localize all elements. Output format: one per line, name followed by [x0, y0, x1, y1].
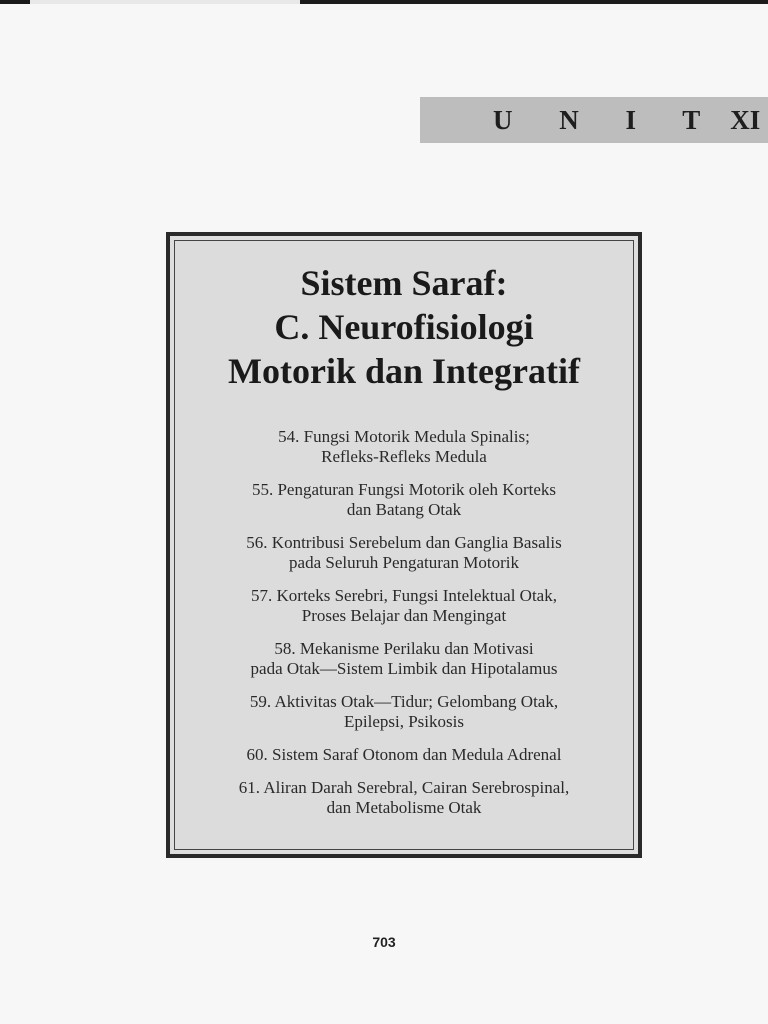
chapter-entry-line: 57. Korteks Serebri, Fungsi Intelektual Otak,: [251, 586, 557, 605]
chapter-entry-line: Epilepsi, Psikosis: [344, 712, 464, 731]
table-of-contents-inner-border: [174, 240, 634, 850]
chapter-entry-line: dan Batang Otak: [346, 500, 462, 519]
chapter-entry-57: [175, 586, 633, 626]
unit-label: U N I T: [493, 104, 721, 135]
chapter-entry-line: pada Seluruh Pengaturan Motorik: [289, 553, 519, 572]
chapter-entry-line: 54. Fungsi Motorik Medula Spinalis;: [278, 427, 530, 446]
chapter-entry-line: 61. Aliran Darah Serebral, Cairan Serebrospinal,: [238, 778, 570, 797]
chapter-entry-line: 59. Aktivitas Otak—Tidur; Gelombang Otak,: [249, 692, 559, 711]
chapter-entry-line: Proses Belajar dan Mengingat: [301, 606, 507, 625]
unit-banner: [420, 97, 768, 143]
chapter-list: [175, 427, 633, 831]
chapter-entry-58: [175, 639, 633, 679]
chapter-entry-59: [175, 692, 633, 732]
chapter-entry-55: [175, 480, 633, 520]
section-title-line-3: Motorik dan Integratif: [228, 351, 580, 391]
scan-edge: [0, 0, 768, 4]
chapter-entry-line: 55. Pengaturan Fungsi Motorik oleh Korteks: [251, 480, 557, 499]
chapter-entry-56: [175, 533, 633, 573]
section-title: [175, 261, 633, 393]
page-number: 703: [372, 934, 396, 950]
chapter-entry-line: pada Otak—Sistem Limbik dan Hipotalamus: [250, 659, 558, 678]
chapter-entry-line: 60. Sistem Saraf Otonom dan Medula Adrenal: [246, 745, 562, 764]
chapter-entry-line: dan Metabolisme Otak: [326, 798, 482, 817]
chapter-entry-60: [175, 745, 633, 765]
chapter-entry-61: [175, 778, 633, 818]
section-title-line-2: C. Neurofisiologi: [274, 307, 534, 347]
table-of-contents-box: [166, 232, 642, 858]
section-title-line-1: Sistem Saraf:: [300, 263, 508, 303]
chapter-entry-line: 56. Kontribusi Serebelum dan Ganglia Basalis: [246, 533, 562, 552]
chapter-entry-line: 58. Mekanisme Perilaku dan Motivasi: [274, 639, 534, 658]
unit-number: XI: [730, 104, 761, 135]
chapter-entry-line: Refleks-Refleks Medula: [321, 447, 487, 466]
chapter-entry-54: [175, 427, 633, 467]
